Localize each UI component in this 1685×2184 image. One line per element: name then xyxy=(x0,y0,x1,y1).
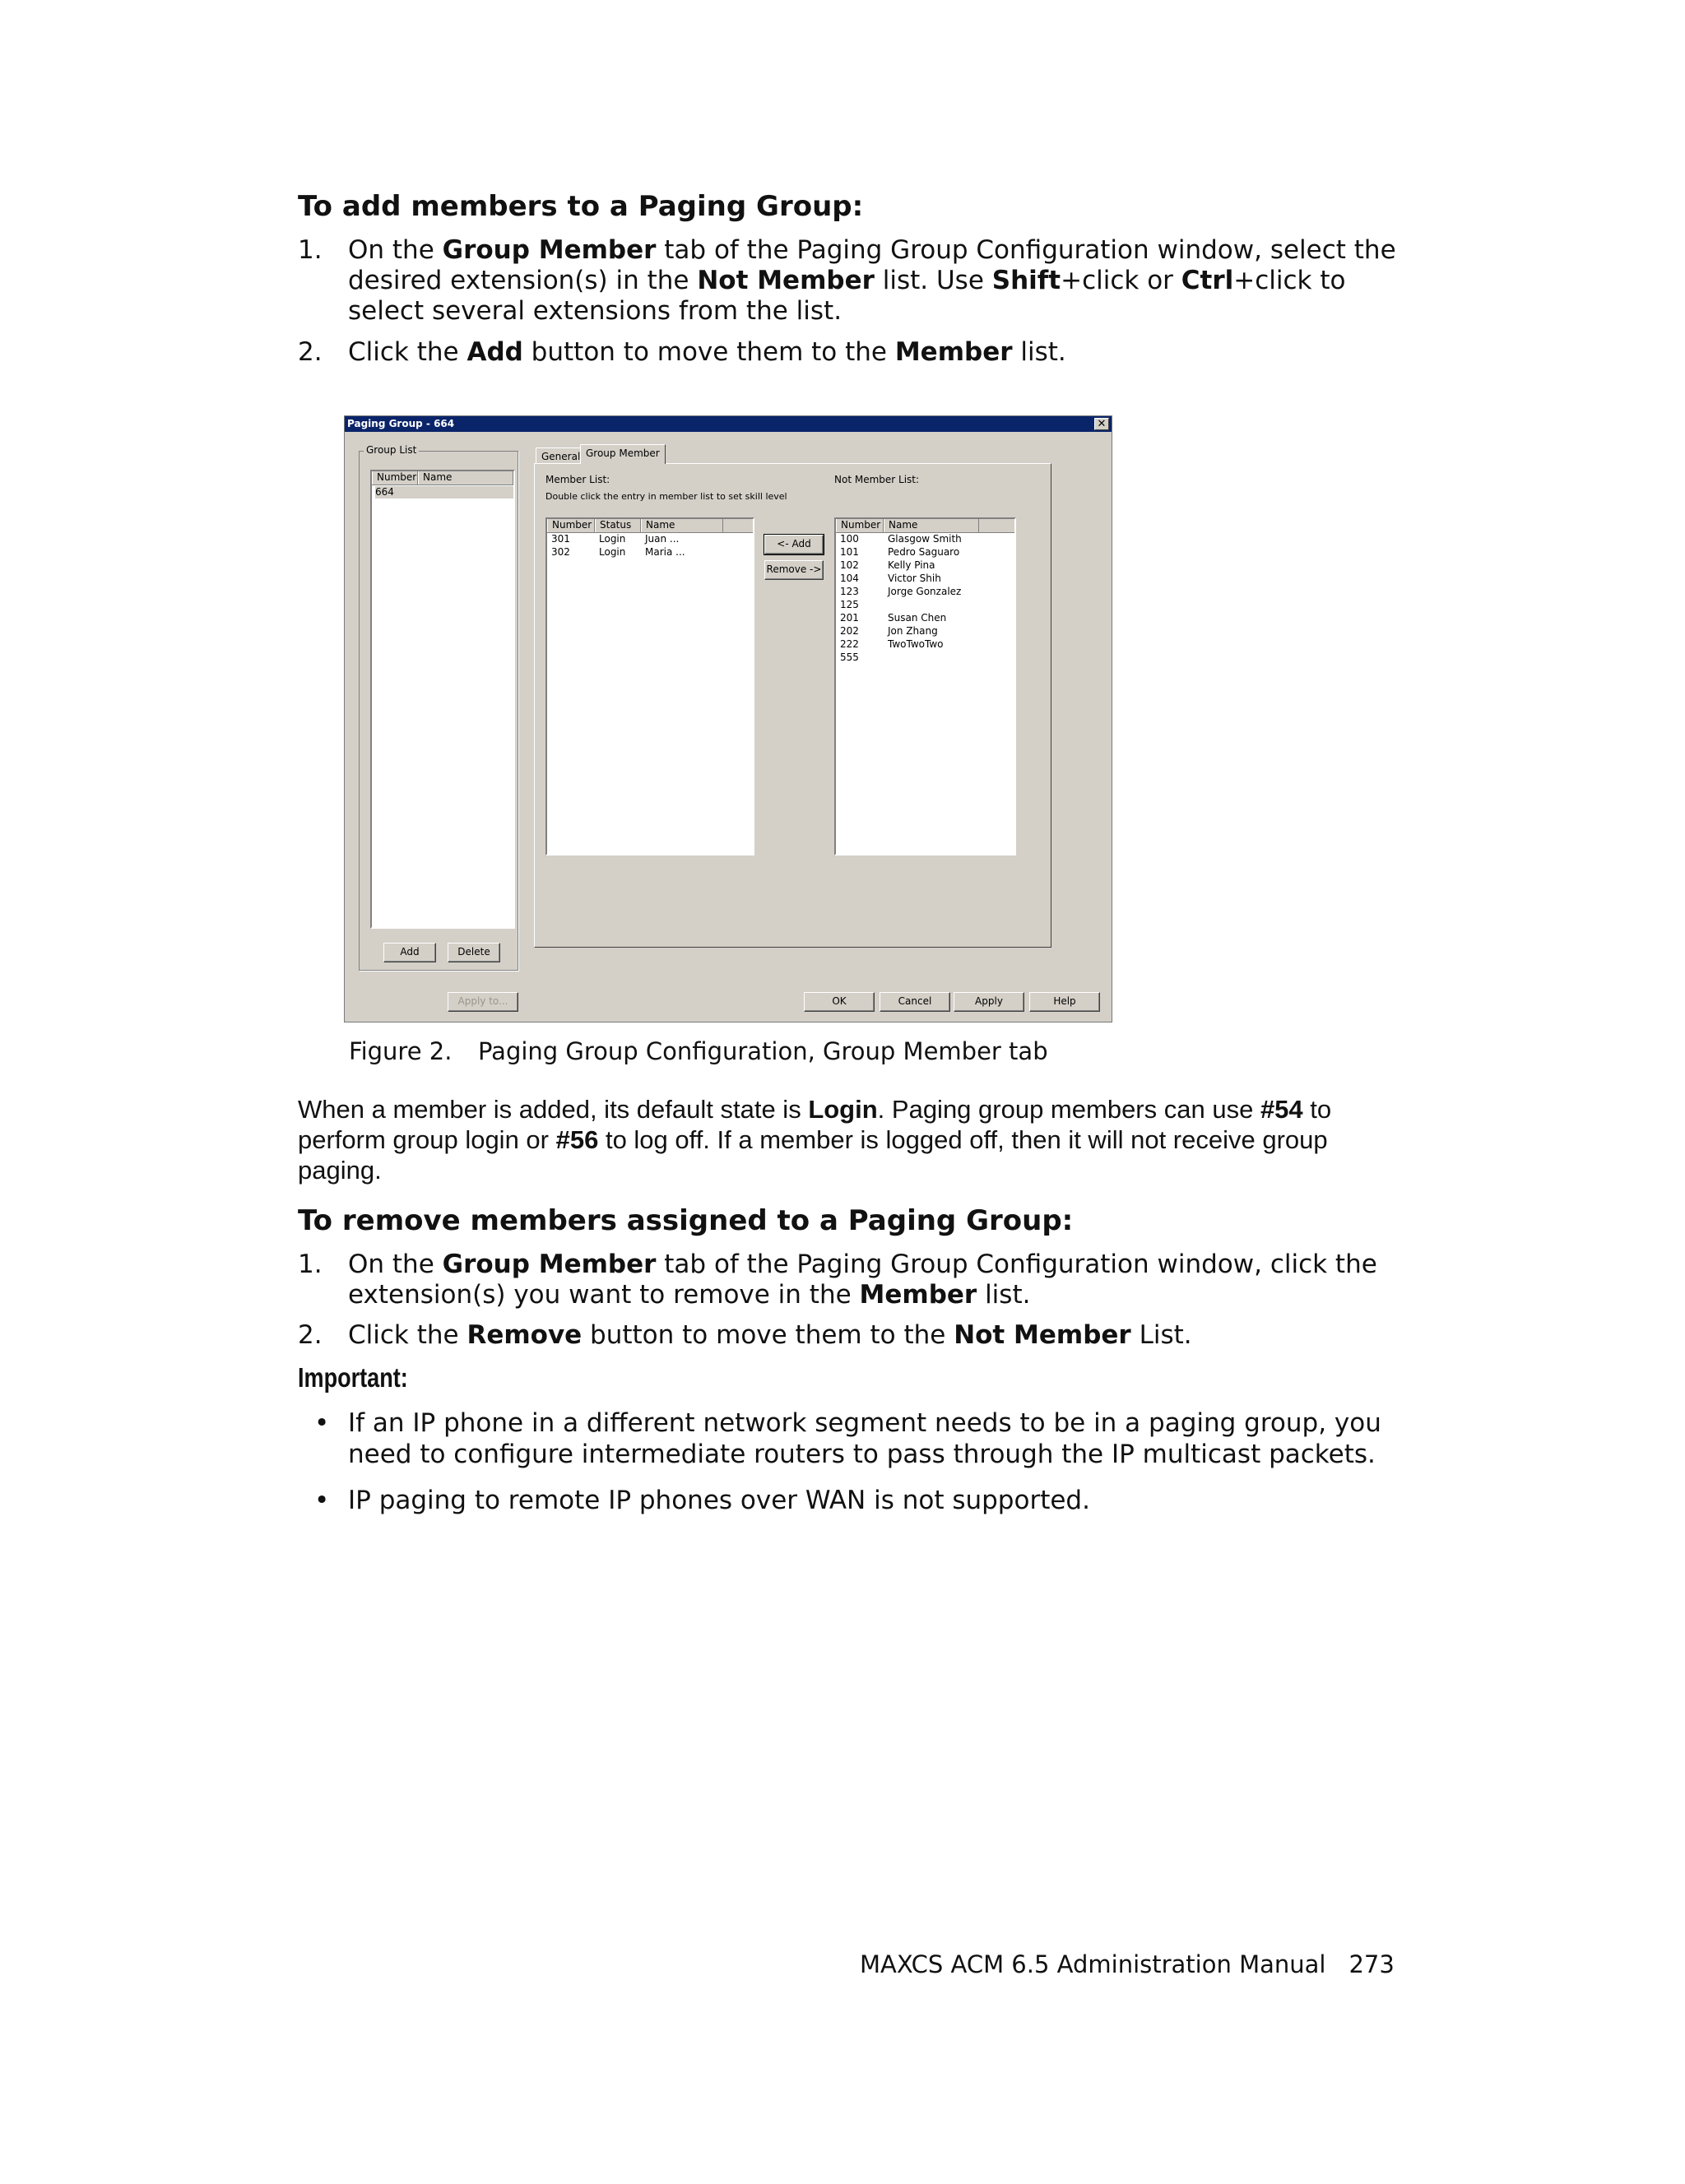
column-header-name[interactable]: Name xyxy=(418,471,513,485)
member-list[interactable] xyxy=(545,517,754,856)
cancel-button[interactable]: Cancel xyxy=(880,992,950,1012)
member-row[interactable]: 302 xyxy=(551,546,570,558)
step-text: On the Group Member tab of the Paging Group Configuration window, select the desired extension(s) in the Not Member list. Use Shift+click or Ctrl+click to select several extensions from the list. xyxy=(348,235,1396,326)
apply-to-button[interactable]: Apply to... xyxy=(448,992,518,1012)
not-member-name: Jon Zhang xyxy=(888,625,938,637)
not-member-list-label: Not Member List: xyxy=(834,474,920,485)
not-member-number[interactable]: 125 xyxy=(840,599,859,610)
member-list-header xyxy=(547,519,753,533)
column-header-status[interactable]: Status xyxy=(595,519,641,532)
bullet-icon: • xyxy=(314,1408,330,1438)
not-member-number[interactable]: 201 xyxy=(840,612,859,624)
help-button[interactable]: Help xyxy=(1029,992,1100,1012)
not-member-name: Kelly Pina xyxy=(888,559,935,571)
group-row[interactable]: 664 xyxy=(375,486,513,498)
section-heading-remove: To remove members assigned to a Paging Group: xyxy=(298,1204,1074,1237)
group-list[interactable] xyxy=(370,470,515,929)
not-member-name: Susan Chen xyxy=(888,612,947,624)
group-list-label: Group List xyxy=(364,444,419,456)
not-member-number[interactable]: 202 xyxy=(840,625,859,637)
column-header-number[interactable]: Number xyxy=(836,519,884,532)
ok-button[interactable]: OK xyxy=(804,992,875,1012)
member-name: Maria ... xyxy=(645,546,685,558)
not-member-name: Pedro Saguaro xyxy=(888,546,960,558)
page-footer xyxy=(860,1950,1395,1979)
group-list-header xyxy=(372,471,513,485)
not-member-number[interactable]: 222 xyxy=(840,638,859,650)
tab-group-member[interactable]: Group Member xyxy=(580,444,666,464)
member-status: Login xyxy=(599,533,626,545)
close-icon[interactable]: ✕ xyxy=(1094,418,1109,430)
bullet-icon: • xyxy=(314,1486,330,1515)
bullet-text: If an IP phone in a different network segment needs to be in a paging group, you need to configure intermediate routers to pass through the IP multicast packets. xyxy=(348,1408,1381,1469)
member-list-label: Member List: xyxy=(545,474,610,485)
paging-group-window xyxy=(344,415,1112,1022)
figure-number: Figure 2. xyxy=(349,1037,453,1065)
not-member-number[interactable]: 104 xyxy=(840,573,859,584)
step-text: Click the Remove button to move them to the Not Member List. xyxy=(348,1320,1192,1350)
column-header-name[interactable]: Name xyxy=(884,519,979,532)
window-titlebar xyxy=(345,416,1112,432)
remove-member-button[interactable]: Remove -> xyxy=(764,560,824,580)
not-member-list[interactable] xyxy=(834,517,1016,856)
column-header-number[interactable]: Number xyxy=(547,519,595,532)
step-number: 2. xyxy=(298,1320,323,1350)
section-heading-add: To add members to a Paging Group: xyxy=(298,190,864,223)
not-member-number[interactable]: 555 xyxy=(840,651,859,663)
group-add-button[interactable]: Add xyxy=(383,943,436,962)
step-number: 1. xyxy=(298,235,323,265)
window-title: Paging Group - 664 xyxy=(347,418,455,429)
not-member-name: Victor Shih xyxy=(888,573,941,584)
not-member-number[interactable]: 101 xyxy=(840,546,859,558)
not-member-name: Glasgow Smith xyxy=(888,533,962,545)
group-delete-button[interactable]: Delete xyxy=(448,943,500,962)
step-number: 1. xyxy=(298,1250,323,1279)
page-number: 273 xyxy=(1348,1950,1395,1978)
bullet-text: IP paging to remote IP phones over WAN is not supported. xyxy=(348,1486,1090,1515)
apply-button[interactable]: Apply xyxy=(954,992,1024,1012)
member-status: Login xyxy=(599,546,626,558)
not-member-number[interactable]: 100 xyxy=(840,533,859,545)
step-text: Click the Add button to move them to the Member list. xyxy=(348,337,1066,367)
tab-general[interactable]: General xyxy=(536,447,586,464)
not-member-name: TwoTwoTwo xyxy=(888,638,944,650)
add-member-button[interactable]: <- Add xyxy=(764,535,824,554)
step-text: On the Group Member tab of the Paging Group Configuration window, click the extension(s) you want to remove in the Member list. xyxy=(348,1250,1377,1310)
not-member-name: Jorge Gonzalez xyxy=(888,586,962,597)
not-member-number[interactable]: 123 xyxy=(840,586,859,597)
member-name: Juan ... xyxy=(645,533,680,545)
column-header-name[interactable]: Name xyxy=(641,519,723,532)
not-member-list-header xyxy=(836,519,1014,533)
default-state-paragraph: When a member is added, its default state is Login. Paging group members can use #54 to perform group login or #56 to log off. If a member is logged off, then it will not receive group paging. xyxy=(298,1095,1332,1185)
member-list-hint: Double click the entry in member list to set skill level xyxy=(545,491,787,502)
figure-caption-text: Paging Group Configuration, Group Member tab xyxy=(478,1037,1048,1065)
step-number: 2. xyxy=(298,337,323,367)
important-label: Important: xyxy=(298,1362,408,1393)
figure-caption xyxy=(349,1036,1048,1066)
member-row[interactable]: 301 xyxy=(551,533,570,545)
manual-title: MAXCS ACM 6.5 Administration Manual xyxy=(860,1950,1326,1978)
not-member-number[interactable]: 102 xyxy=(840,559,859,571)
column-header-number[interactable]: Number xyxy=(372,471,418,485)
